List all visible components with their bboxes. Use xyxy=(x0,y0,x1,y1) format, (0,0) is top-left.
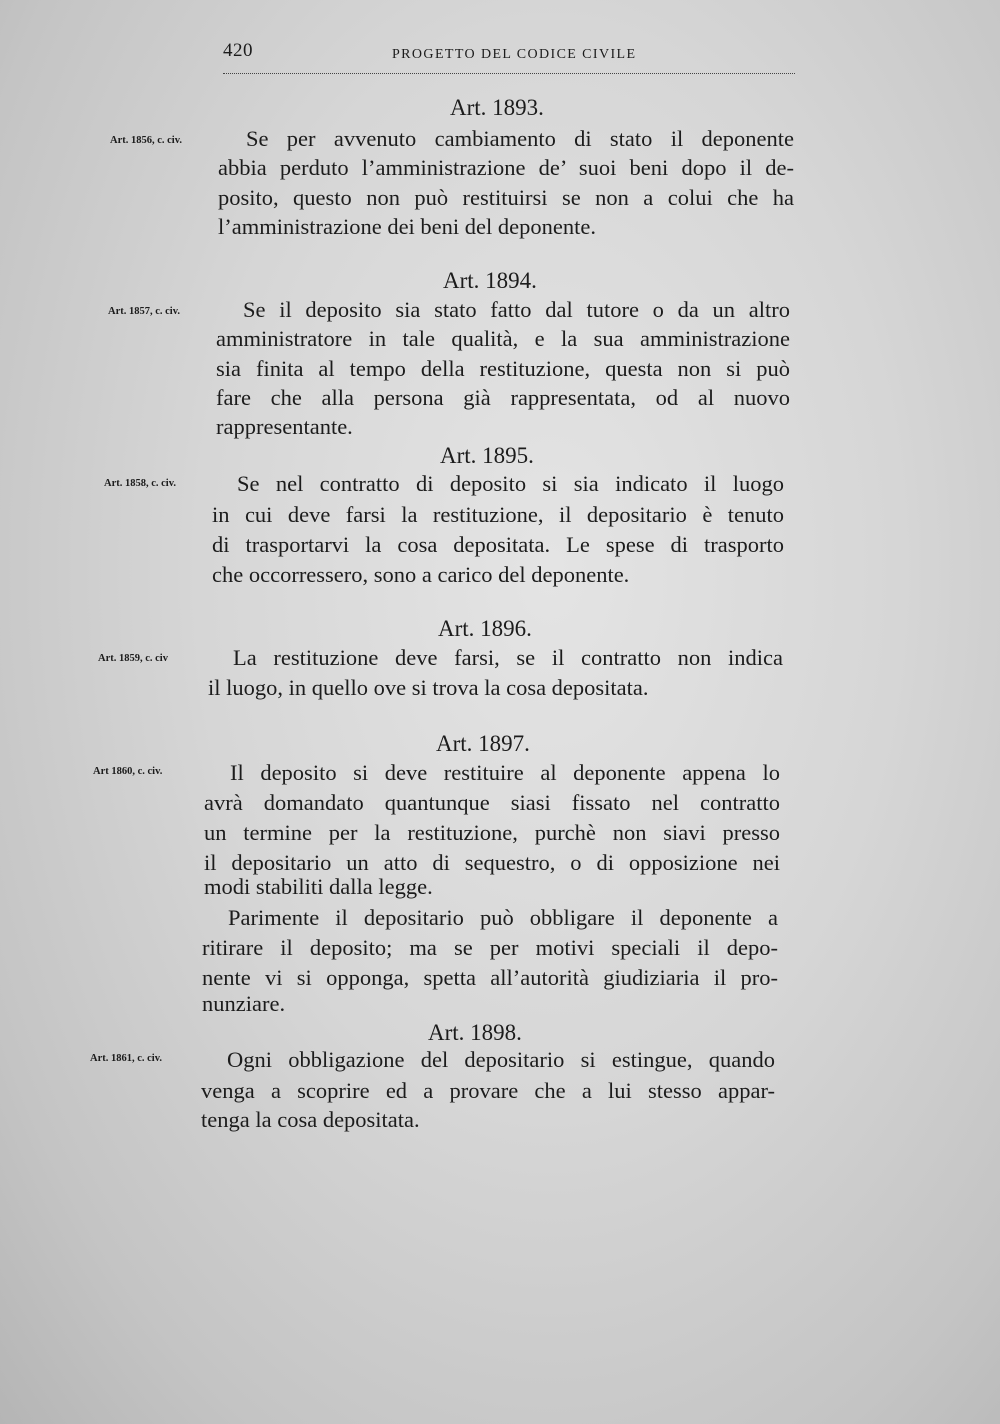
margin-reference: Art. 1856, c. civ. xyxy=(110,135,183,146)
text-line: di trasportarvi la cosa depositata. Le spese di trasporto xyxy=(212,532,784,557)
text-line: rappresentante. xyxy=(216,414,353,439)
text-line: un termine per la restituzione, purchè non siavi presso xyxy=(204,820,780,845)
margin-reference: Art. 1858, c. civ. xyxy=(104,478,177,489)
text-line: Parimente il depositario può obbligare il deponente a xyxy=(228,905,778,930)
article-heading: Art. 1897. xyxy=(436,731,530,756)
text-line: abbia perduto l’amministrazione de’ suoi beni dopo il de- xyxy=(218,155,794,180)
text-line: in cui deve farsi la restituzione, il depositario è tenuto xyxy=(212,502,784,527)
header-rule xyxy=(223,73,795,74)
text-line: fare che alla persona già rappresentata, od al nuovo xyxy=(216,385,790,410)
article-heading: Art. 1895. xyxy=(440,443,534,468)
text-line: Se per avvenuto cambiamento di stato il deponente xyxy=(246,126,794,151)
text-line: Se il deposito sia stato fatto dal tutore o da un altro xyxy=(243,297,790,322)
text-line: avrà domandato quantunque siasi fissato nel contratto xyxy=(204,790,780,815)
article-heading: Art. 1893. xyxy=(450,95,544,120)
text-line: amministratore in tale qualità, e la sua amministrazione xyxy=(216,326,790,351)
text-line: l’amministrazione dei beni del deponente. xyxy=(218,214,596,239)
text-line: che occorressero, sono a carico del deponente. xyxy=(212,562,630,587)
text-line: sia finita al tempo della restituzione, questa non si può xyxy=(216,356,790,381)
text-line: modi stabiliti dalla legge. xyxy=(204,874,433,899)
margin-reference: Art 1860, c. civ. xyxy=(93,766,163,777)
text-line: nente vi si opponga, spetta all’autorità giudiziaria il pro- xyxy=(202,965,778,990)
margin-reference: Art. 1857, c. civ. xyxy=(108,306,181,317)
text-line: La restituzione deve farsi, se il contratto non indica xyxy=(233,645,783,670)
article-heading: Art. 1898. xyxy=(428,1020,522,1045)
running-title: PROGETTO DEL CODICE CIVILE xyxy=(392,47,637,62)
margin-reference: Art. 1859, c. civ xyxy=(98,653,168,664)
text-line: tenga la cosa depositata. xyxy=(201,1107,420,1132)
text-line: Ogni obbligazione del depositario si estingue, quando xyxy=(227,1047,775,1072)
text-line: venga a scoprire ed a provare che a lui stesso appar- xyxy=(201,1078,775,1103)
text-line: ritirare il deposito; ma se per motivi speciali il depo- xyxy=(202,935,778,960)
text-line: il luogo, in quello ove si trova la cosa depositata. xyxy=(208,675,649,700)
text-line: il depositario un atto di sequestro, o di opposizione nei xyxy=(204,850,780,875)
text-line: posito, questo non può restituirsi se non a colui che ha xyxy=(218,185,794,210)
text-line: Se nel contratto di deposito si sia indicato il luogo xyxy=(237,471,784,496)
article-heading: Art. 1896. xyxy=(438,616,532,641)
article-heading: Art. 1894. xyxy=(443,268,537,293)
text-line: nunziare. xyxy=(202,991,286,1016)
page-number: 420 xyxy=(223,40,253,61)
text-line: Il deposito si deve restituire al deponente appena lo xyxy=(230,760,780,785)
margin-reference: Art. 1861, c. civ. xyxy=(90,1053,163,1064)
